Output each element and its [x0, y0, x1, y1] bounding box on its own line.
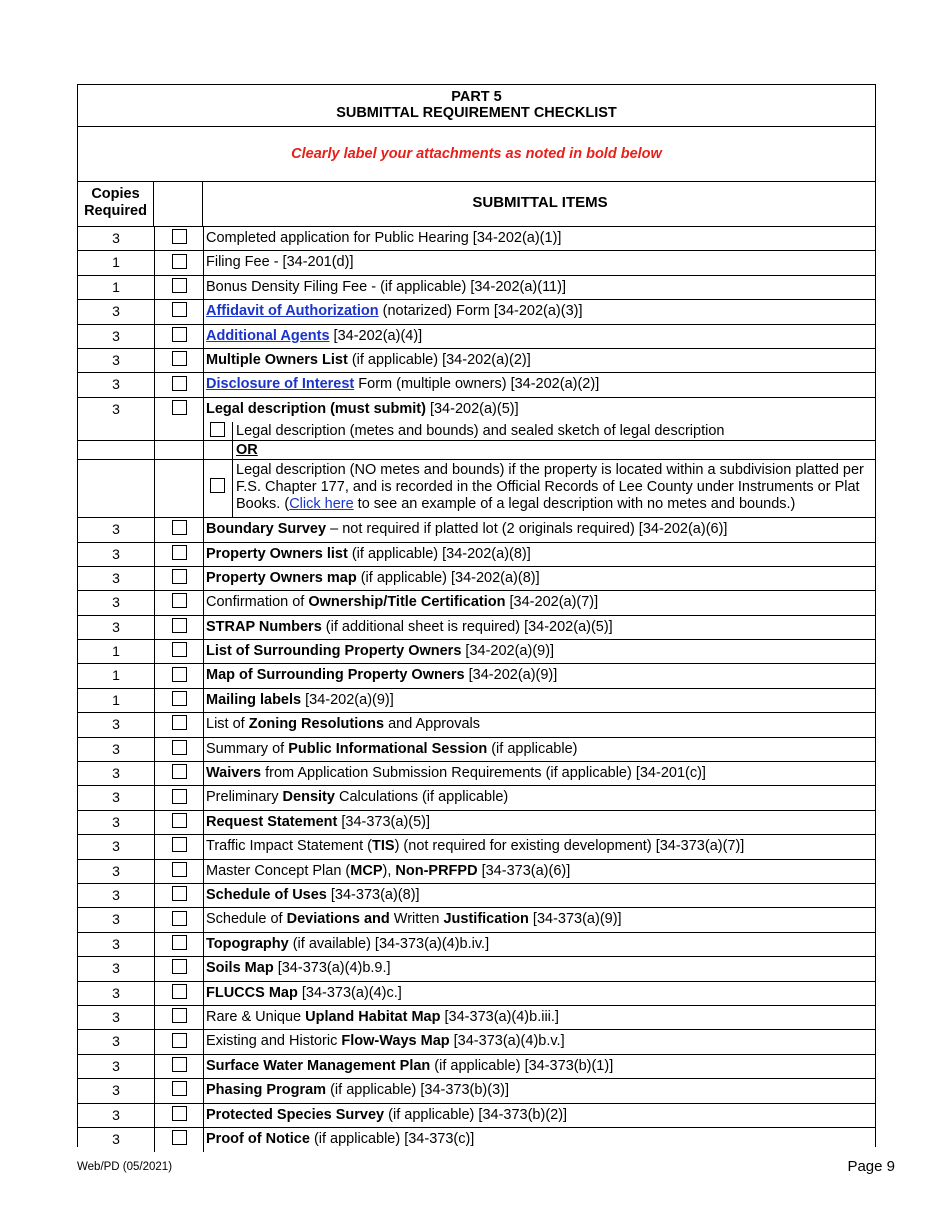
label-instruction: Clearly label your attachments as noted in bold below [78, 127, 875, 182]
checklist-row [78, 982, 875, 1006]
form-link[interactable]: Affidavit of Authorization [206, 303, 379, 320]
checkbox[interactable] [172, 740, 187, 755]
checkbox[interactable] [172, 302, 187, 317]
checklist-row [78, 373, 875, 397]
checkbox[interactable] [172, 593, 187, 608]
submittal-item: Additional Agents [34-202(a)(4)] [206, 327, 423, 344]
copies-required: 3 [78, 811, 155, 834]
checklist-row [78, 227, 875, 251]
copies-required: 3 [78, 1104, 155, 1127]
checklist-row [78, 1128, 875, 1152]
checklist-row [78, 325, 875, 349]
checkbox-column-header [154, 182, 203, 226]
checkbox[interactable] [172, 569, 187, 584]
submittal-item: Protected Species Survey (if applicable) [34-373(b)(2)] [206, 1106, 568, 1123]
submittal-item: Request Statement [34-373(a)(5)] [206, 813, 431, 830]
checklist-row [78, 640, 875, 664]
checkbox[interactable] [172, 862, 187, 877]
checklist-row [78, 786, 875, 810]
submittal-item: Preliminary Density Calculations (if applicable) [206, 789, 509, 806]
legal-option-platted [78, 460, 875, 518]
copies-required: 3 [78, 398, 155, 422]
checkbox[interactable] [172, 691, 187, 706]
checklist-row [78, 567, 875, 591]
table-header [78, 85, 875, 127]
checklist-row [78, 957, 875, 981]
checkbox[interactable] [172, 545, 187, 560]
legal-option-1-text: Legal description (metes and bounds) and sealed sketch of legal description [236, 423, 725, 440]
copies-required: 3 [78, 567, 155, 590]
submittal-item: Bonus Density Filing Fee - (if applicable) [34-202(a)(11)] [206, 278, 566, 295]
submittal-item: Surface Water Management Plan (if applicable) [34-373(b)(1)] [206, 1057, 614, 1074]
checkbox[interactable] [172, 351, 187, 366]
copies-required: 1 [78, 251, 155, 274]
copies-required: 1 [78, 689, 155, 712]
copies-required: 3 [78, 543, 155, 566]
copies-required: 3 [78, 518, 155, 541]
checklist-row [78, 713, 875, 737]
submittal-item: Affidavit of Authorization (notarized) Form [34-202(a)(3)] [206, 303, 583, 320]
click-here-link[interactable]: Click here [289, 496, 354, 513]
checklist-row [78, 1006, 875, 1030]
checkbox[interactable] [172, 813, 187, 828]
checkbox[interactable] [172, 1057, 187, 1072]
copies-required: 3 [78, 835, 155, 858]
copies-required: 3 [78, 227, 155, 250]
checkbox[interactable] [210, 422, 225, 437]
copies-required: 3 [78, 1055, 155, 1078]
copies-required: 3 [78, 860, 155, 883]
checklist-row [78, 738, 875, 762]
checklist-table [77, 84, 876, 1147]
checkbox[interactable] [172, 376, 187, 391]
page-number: Page 9 [847, 1158, 895, 1175]
submittal-item: Summary of Public Informational Session (if applicable) [206, 740, 578, 757]
checkbox[interactable] [172, 1106, 187, 1121]
checklist-row [78, 1104, 875, 1128]
checkbox[interactable] [172, 911, 187, 926]
checklist-row [78, 664, 875, 688]
checkbox[interactable] [172, 959, 187, 974]
checklist-row [78, 1079, 875, 1103]
copies-required: 1 [78, 276, 155, 299]
submittal-item: Boundary Survey – not required if platted lot (2 originals required) [34-202(a)(6)] [206, 521, 728, 538]
submittal-item: Property Owners list (if applicable) [34-202(a)(8)] [206, 545, 531, 562]
checkbox[interactable] [172, 789, 187, 804]
checklist-row [78, 398, 875, 422]
checklist-rows-top [78, 227, 875, 422]
submittal-item: Legal description (must submit) [34-202(a)(5)] [206, 400, 519, 417]
submittal-item: Disclosure of Interest Form (multiple owners) [34-202(a)(2)] [206, 376, 600, 393]
submittal-item: Waivers from Application Submission Requirements (if applicable) [34-201(c)] [206, 765, 706, 782]
checklist-row [78, 251, 875, 275]
submittal-item: Map of Surrounding Property Owners [34-202(a)(9)] [206, 667, 558, 684]
copies-required: 3 [78, 884, 155, 907]
submittal-item: Soils Map [34-373(a)(4)b.9.] [206, 960, 391, 977]
items-column-header: SUBMITTAL ITEMS [472, 194, 608, 211]
submittal-item: Rare & Unique Upland Habitat Map [34-373(a)(4)b.iii.] [206, 1008, 559, 1025]
checklist-row [78, 616, 875, 640]
checklist-row [78, 1030, 875, 1054]
copies-required: 3 [78, 373, 155, 396]
copies-required: 3 [78, 957, 155, 980]
checklist-rows-bottom [78, 518, 875, 1152]
checklist-row [78, 835, 875, 859]
submittal-item: Schedule of Uses [34-373(a)(8)] [206, 886, 420, 903]
checkbox[interactable] [172, 642, 187, 657]
copies-required: 3 [78, 713, 155, 736]
checklist-row [78, 1055, 875, 1079]
copies-required: 3 [78, 933, 155, 956]
legal-option-2-text: Legal description (NO metes and bounds) if the property is located within a subdivision platted per F.S. Chapter 177, and is recorded in the Official Records of Lee County under Instruments or Plat Books. (Click here to see an example of a legal description with no metes and bounds.) [236, 462, 864, 513]
checkbox[interactable] [172, 1130, 187, 1145]
part-label: PART 5 [451, 89, 502, 105]
submittal-item: Completed application for Public Hearing [34-202(a)(1)] [206, 230, 562, 246]
checkbox[interactable] [172, 278, 187, 293]
checkbox[interactable] [172, 886, 187, 901]
checklist-row [78, 884, 875, 908]
checklist-row [78, 349, 875, 373]
checkbox[interactable] [172, 618, 187, 633]
checklist-row [78, 908, 875, 932]
checkbox[interactable] [172, 1033, 187, 1048]
submittal-item: FLUCCS Map [34-373(a)(4)c.] [206, 984, 402, 1001]
submittal-item: Topography (if available) [34-373(a)(4)b.iv.] [206, 935, 490, 952]
submittal-item: Master Concept Plan (MCP), Non-PRFPD [34-373(a)(6)] [206, 862, 571, 879]
checkbox[interactable] [172, 837, 187, 852]
submittal-item: Filing Fee - [34-201(d)] [206, 254, 354, 271]
submittal-item: Mailing labels [34-202(a)(9)] [206, 691, 394, 708]
checkbox[interactable] [172, 229, 187, 244]
checkbox[interactable] [210, 478, 225, 493]
submittal-item: Existing and Historic Flow-Ways Map [34-373(a)(4)b.v.] [206, 1033, 565, 1050]
checkbox[interactable] [172, 715, 187, 730]
checklist-row [78, 276, 875, 300]
copies-required: 3 [78, 349, 155, 372]
checkbox[interactable] [172, 1008, 187, 1023]
submittal-item: List of Surrounding Property Owners [34-202(a)(9)] [206, 643, 555, 660]
checkbox[interactable] [172, 254, 187, 269]
copies-required: 3 [78, 1128, 155, 1152]
submittal-item: Multiple Owners List (if applicable) [34-202(a)(2)] [206, 351, 531, 368]
submittal-item: Property Owners map (if applicable) [34-202(a)(8)] [206, 569, 540, 586]
checklist-row [78, 811, 875, 835]
checkbox[interactable] [172, 520, 187, 535]
checklist-row [78, 591, 875, 615]
copies-required: 3 [78, 1030, 155, 1053]
checkbox[interactable] [172, 400, 187, 415]
page-title: SUBMITTAL REQUIREMENT CHECKLIST [336, 105, 617, 121]
copies-required: 3 [78, 786, 155, 809]
checklist-row [78, 762, 875, 786]
checkbox[interactable] [172, 667, 187, 682]
copies-required: 3 [78, 738, 155, 761]
checkbox[interactable] [172, 764, 187, 779]
checkbox[interactable] [172, 1081, 187, 1096]
copies-required: 3 [78, 908, 155, 931]
copies-required: 1 [78, 640, 155, 663]
form-link[interactable]: Disclosure of Interest [206, 376, 355, 393]
copies-required: 1 [78, 664, 155, 687]
submittal-item: List of Zoning Resolutions and Approvals [206, 716, 480, 733]
legal-option-metes-bounds [78, 422, 875, 441]
column-headers [78, 182, 875, 227]
or-label: OR [236, 442, 258, 459]
submittal-item: Traffic Impact Statement (TIS) (not required for existing development) [34-373(a)(7)] [206, 838, 745, 855]
form-link[interactable]: Additional Agents [206, 327, 330, 344]
checkbox[interactable] [172, 327, 187, 342]
checklist-row [78, 518, 875, 542]
submittal-item: Confirmation of Ownership/Title Certification [34-202(a)(7)] [206, 594, 599, 611]
legal-or-row [78, 441, 875, 460]
submittal-item: Phasing Program (if applicable) [34-373(b)(3)] [206, 1082, 510, 1099]
copies-required: 3 [78, 300, 155, 323]
submittal-item: Proof of Notice (if applicable) [34-373(c)] [206, 1130, 475, 1147]
copies-required: 3 [78, 982, 155, 1005]
checklist-row [78, 300, 875, 324]
checklist-row [78, 543, 875, 567]
copies-column-header: Copies Required [78, 182, 154, 226]
checklist-row [78, 933, 875, 957]
checklist-row [78, 860, 875, 884]
copies-required: 3 [78, 591, 155, 614]
copies-required: 3 [78, 1006, 155, 1029]
checkbox[interactable] [172, 935, 187, 950]
copies-required: 3 [78, 616, 155, 639]
checkbox[interactable] [172, 984, 187, 999]
copies-required: 3 [78, 762, 155, 785]
submittal-item: STRAP Numbers (if additional sheet is required) [34-202(a)(5)] [206, 618, 613, 635]
copies-required: 3 [78, 325, 155, 348]
form-code: Web/PD (05/2021) [77, 1161, 173, 1173]
copies-required: 3 [78, 1079, 155, 1102]
checklist-row [78, 689, 875, 713]
submittal-item: Schedule of Deviations and Written Justification [34-373(a)(9)] [206, 911, 622, 928]
